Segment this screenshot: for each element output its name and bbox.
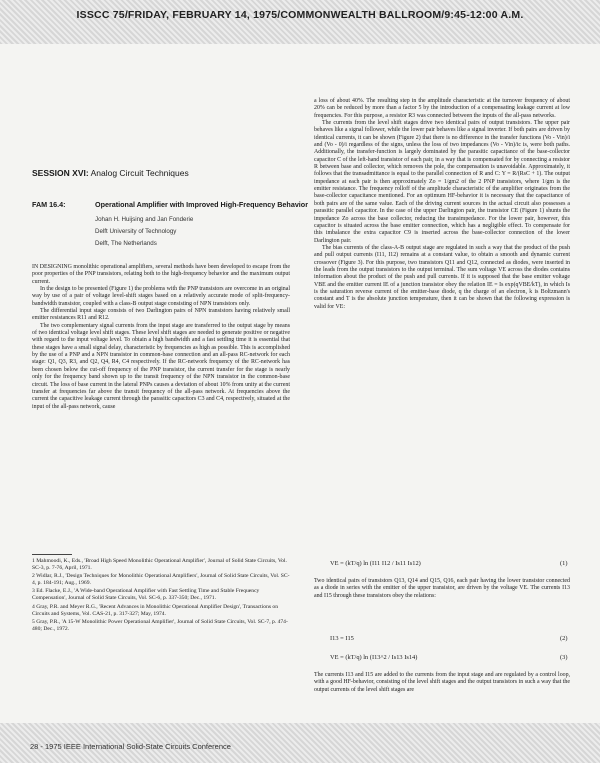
paper-location: Delft, The Netherlands: [95, 240, 157, 247]
references: [32, 554, 290, 634]
reference-item: 3 Ed. Flacke, E.J., 'A Wide-band Operational Amplifier with Fast Settling Time and Stable Frequency Compensation', Journal of Solid State Circuits, Vol. SC-6, p. 337-350; Dec., 1971.: [32, 588, 260, 602]
paragraph: The differential input stage consists of two Darlington pairs of NPN transistors having relatively small emitter resistances R11 and R12.: [32, 308, 290, 322]
paper-authors: Johan H. Huijsing and Jan Fonderie: [95, 216, 194, 223]
session-name: Analog Circuit Techniques: [90, 168, 189, 178]
session-heading: [32, 168, 189, 178]
page-footer: 28 - 1975 IEEE International Solid-State Circuits Conference: [30, 742, 231, 751]
equation-3: VE = (kT/q) ln (I13^2 / Is13 Is14): [330, 654, 418, 661]
equation-2-number: (2): [560, 635, 568, 642]
left-column-body: [32, 264, 290, 411]
equation-1-number: (1): [560, 560, 568, 567]
paragraph: The currents from the level shift stages drive two identical pairs of output transistors. The upper pair behaves like a signal follower, while the lower pair behaves like a signal inverter. If both pairs are driven by identical currents, it can be shown (Figure 2) that there is no difference in the transfer functions (Vo - Vin)/i and (Vo - 0)/i regardless of the signs, unless the loss of two impedances (Vo - Vin)/ic is, were both paths. Additionally, the transfer-function is largely dominated by the parasitic capacitance of the base-collector capacitor C of the left-hand transistor of each pair, in a way that is compensated for by connecting a resistor R between base and collector, which removes the pole, the compensation is unavoidable. Approximately, it follows that the transadmittance is equal to the parallel connection of R and C: Y = R/(RsC + 1). The output impedance at each pair is then approximately Zo = 1/gm2 of the 2 PNP transistors, where 1/gm is the emitter resistance. The frequency rolloff of the amplitude characteristic of the amplifier originates from the base-collector capacitance mentioned. For an optimum HF-behavior it is necessary that the capacitance of both pairs are of the same value. Each of the driving current sources in the actual circuit also possesses a parasitic parallel capacitor. In the case of the upper Darlington pair, the transistor CE (Figure 1) shunts the impedance Zo across the base collector, reducing the transimpedance. For the lower pair, however, this capacitor is situated across the base emitter connection, which has a negligible effect. To compensate for this imbalance the extra capacitor C9 is inserted across the base-collector connection of the lower Darlington pair.: [314, 120, 570, 244]
paragraph: The two complementary signal currents from the input stage are transferred to the output stage by means of two identical voltage level shift stages. These level shift stages are needed to generate positive or negative with regard to the input voltage level. To obtain a high bandwidth and a fast settling time it is essential that these stages have a small signal delay, characteristic by frequencies as high as possible. This is accomplished by the use of a PNP and a NPN transistor in common-base connection and an all-pass RC-network for each stage: Q1, Q3, R3, and Q2, Q4, R4, C4 respectively. If the RC-network frequency of the RC-network has been chosen below the cut-off frequency of the PNP transistor, the current transfer for the stage is nearly only for the frequency band shown up to the transit frequency of the NPN transistor in the common-base circuit. The loss of base current in the lateral PNPs causes a deviation of about 10% from unity at the current transfer at frequencies far above the transit frequency of the all-pass network. At frequencies above the current the capacitive leakage current through the parasitic capacitors C3 and C4, respectively, situated at the input of the all-pass network, cause: [32, 322, 290, 410]
header-band: [0, 0, 600, 44]
paper-affiliation: Delft University of Technology: [95, 228, 177, 235]
right-column-body: [314, 98, 570, 311]
paper-id: FAM 16.4:: [32, 200, 66, 209]
paragraph: The currents I13 and I15 are added to the currents from the input stage and are regulated by a control loop, with a good HF-behavior, consisting of the level shift stages and the output transistors in such a way that the output currents of the level shift stages are: [314, 672, 570, 693]
session-label: SESSION XVI:: [32, 168, 89, 178]
paragraph: In the design to be presented (Figure 1) the problems with the PNP transistors are overcome in an original way by use of a pair of voltage level-shift stages based on a relatively accurate mode of split-frequency-bandwidth transistor, coupled with a class-B output stage consisting of NPN transistors only.: [32, 286, 290, 307]
equation-2: I13 = I15: [330, 635, 354, 642]
conference-header: ISSCC 75/FRIDAY, FEBRUARY 14, 1975/COMMONWEALTH BALLROOM/9:45-12:00 A.M.: [76, 9, 524, 21]
footnote-rule: [32, 554, 72, 555]
reference-item: 5 Gray, P.R., 'A 15-W Monolithic Power Operational Amplifier', Journal of Solid State Circuits, Vol. SC-7, p. 474-480; Dec., 1972.: [32, 618, 288, 632]
reference-item: 2 Widlar, R.J., 'Design Techniques for Monolithic Operational Amplifiers', Journal of Solid State Circuits, Vol. SC-4, p. 184-191; Aug., 1969.: [32, 573, 290, 587]
paper-title: Operational Amplifier with Improved High-Frequency Behavior: [95, 200, 308, 209]
end-paragraph: [314, 672, 570, 694]
equation-3-number: (3): [560, 654, 568, 661]
equation-1: VE = (kT/q) ln (I11 I12 / Is11 Is12): [330, 560, 421, 567]
paragraph: IN DESIGNING monolithic operational amplifiers, several methods have been developed to escape from the poor properties of the PNP transistors, relating both to the high-frequency behavior and the maximum output current.: [32, 264, 290, 285]
reference-item: 4 Gray, P.R. and Meyer R.G., 'Recent Advances in Monolithic Operational Amplifier Design', Transactions on Circuits and Systems, Vol. CAS-21, p. 317-327; May, 1974.: [32, 603, 279, 617]
paragraph: The bias currents of the class-A-B output stage are regulated in such a way that the product of the push and pull output currents (I11, I12) remains at a constant value, to obtain a smooth and dynamic current crossover (Figure 3). For this purpose, two transistors Q11 and Q12, connected as diodes, were inserted in the leads from the output transistors to the output terminal. The sum voltage VE across the diodes contains information about the product of the push and pull currents. If it is supposed that the base emitter voltage VBE and the emitter current IE of a junction transistor obey the relation IE = Is exp(qVBE/kT), in which Is is the saturation reverse current of the emitter-base diode, q the charge of an electron, k is Boltzmann's constant and T is the absolute junction temperature, then it can be shown that the following expression is valid for VE:: [314, 244, 570, 310]
paragraph: Two identical pairs of transistors Q13, Q14 and Q15, Q16, each pair having the lower transistor connected as a diode in series with the emitter of the upper transistor, are driven by the voltage VE. The currents I13 and I15 through these transistors obey the relations:: [314, 578, 570, 599]
reference-item: 1 Mahmoodi, K., Eds., 'Broad High Speed Monolithic Operational Amplifier', Journal of Solid State Circuits, Vol. SC-3, p. 7-76, April, 1971.: [32, 558, 287, 572]
paragraph: a loss of about 40%. The resulting step in the amplitude characteristic at the turnover frequency of about 20% can be reduced by more than a factor 5 by the introduction of a compensating leakage current at low frequencies. For this purpose, a resistor R3 was connected between the inputs of the all-pass networks.: [314, 98, 570, 119]
mid-paragraph: [314, 578, 570, 600]
